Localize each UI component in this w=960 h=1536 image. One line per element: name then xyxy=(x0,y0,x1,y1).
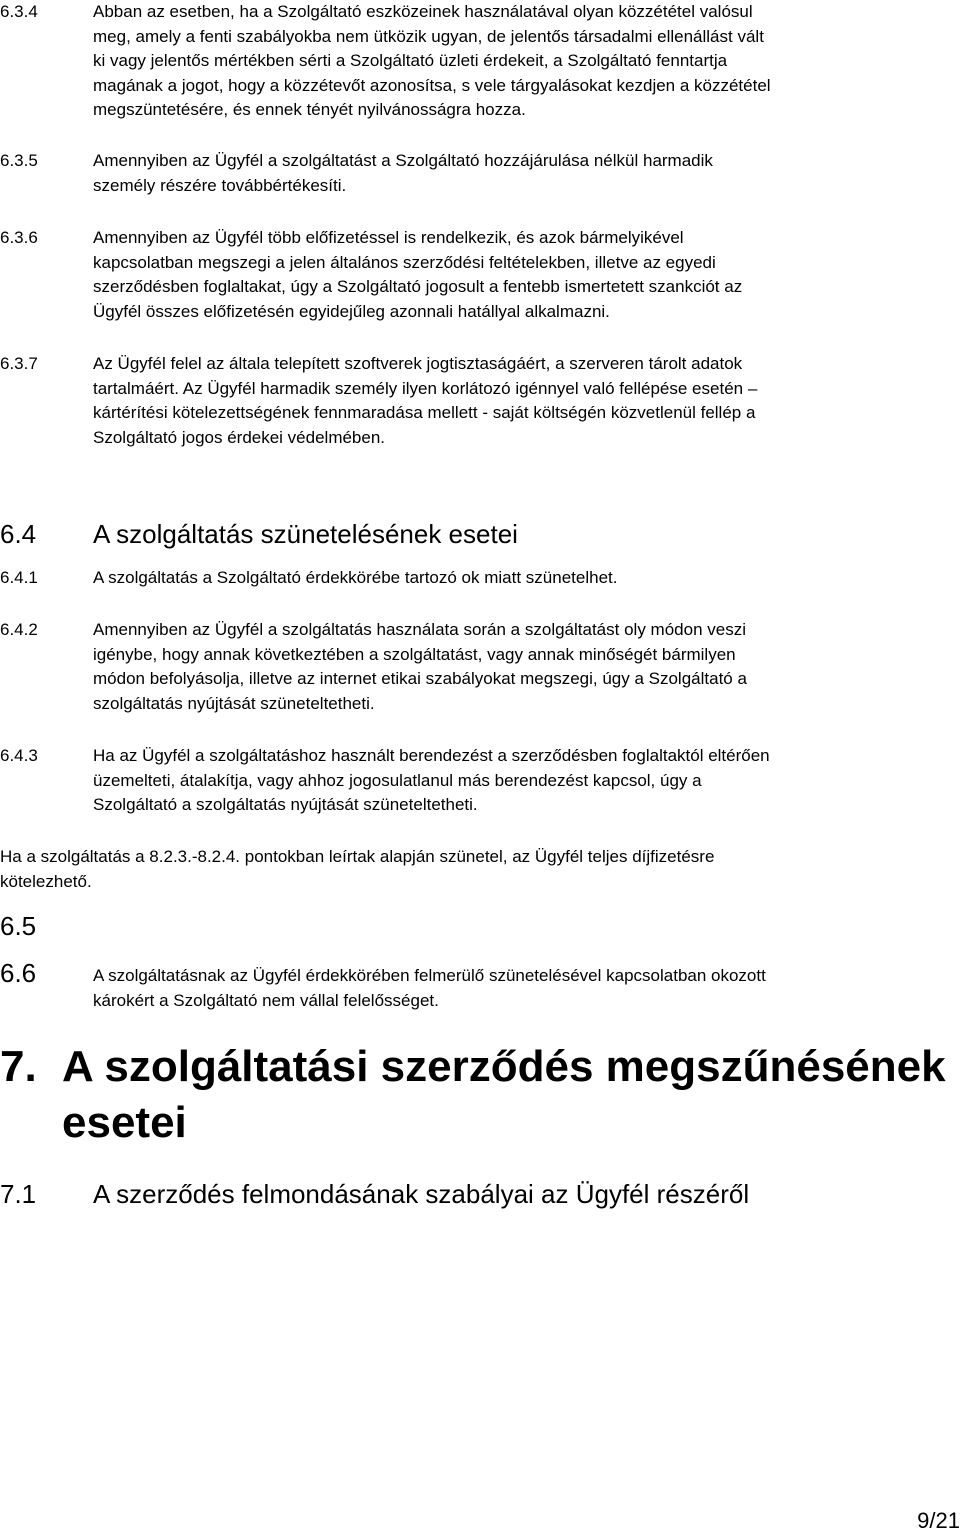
heading-title: A szerződés felmondásának szabályai az Ügyfél részéről xyxy=(93,1179,750,1209)
heading-number: 6.5 xyxy=(0,911,37,941)
heading-title: A szolgáltatás szünetelésének esetei xyxy=(93,519,518,549)
section-text: Abban az esetben, ha a Szolgáltató eszközeinek használatával olyan közzététel valósul meg, amely a fenti szabályokba nem ütközik ugyan, de jelentős társadalmi ellenállást vált ki vagy jelentős mértékben sérti a Szolgáltató üzleti érdekeit, a Szolgáltató fenntartja magának a jogot, hogy a közzétevőt azonosítsa, s vele tárgyalásokat kezdjen a közzététel megszüntetésére, és ennek tényét nyilvánosságra hozza. xyxy=(93,2,771,119)
section-number: 6.3.5 xyxy=(0,151,38,170)
section-text: Az Ügyfél felel az általa telepített szoftverek jogtisztaságáért, a szerveren tárolt adatok tartalmáért. Az Ügyfél harmadik személy ilyen korlátozó igénnyel való fellépése esetén – kártérítési kötelezettségének fennmaradása mellett - saját költségén közvetlenül fellép a Szolgáltató jogos érdekei védelmében. xyxy=(93,354,758,447)
chapter-title: A szolgáltatási szerződés megszűnésének esetei xyxy=(62,1042,946,1147)
section-number: 6.3.6 xyxy=(0,228,38,247)
chapter-number: 7. xyxy=(0,1042,37,1091)
heading-number: 6.4 xyxy=(0,519,37,549)
section-number: 6.4.2 xyxy=(0,620,38,639)
fee-paragraph: Ha a szolgáltatás a 8.2.3.-8.2.4. pontokban leírtak alapján szünetel, az Ügyfél teljes díjfizetésre kötelezhető. xyxy=(0,847,715,891)
section-text: A szolgáltatás a Szolgáltató érdekkörébe tartozó ok miatt szünetelhet. xyxy=(93,568,618,587)
section-text: Amennyiben az Ügyfél a szolgáltatás használata során a szolgáltatást oly módon veszi igénybe, hogy annak következtében a szolgáltatást, vagy annak minőségét bármilyen módon befolyásolja, illetve az internet etikai szabályokat megszegi, úgy a Szolgáltató a szolgáltatás nyújtását szüneteltetheti. xyxy=(93,620,747,713)
heading-number: 7.1 xyxy=(0,1179,37,1209)
page-number: 9/21 xyxy=(917,1508,960,1533)
heading-number: 6.6 xyxy=(0,958,37,988)
section-text: Amennyiben az Ügyfél több előfizetéssel is rendelkezik, és azok bármelyikével kapcsolatban megszegi a jelen általános szerződési feltételekben, illetve az egyedi szerződésben foglaltakat, úgy a Szolgáltató jogosult a fentebb ismertetett szankciót az Ügyfél összes előfizetésén egyidejűleg azonnali hatállyal alkalmazni. xyxy=(93,228,743,321)
section-text: A szolgáltatásnak az Ügyfél érdekkörében felmerülő szünetelésével kapcsolatban okozott károkért a Szolgáltató nem vállal felelősséget. xyxy=(93,966,766,1010)
section-number: 6.3.7 xyxy=(0,354,38,373)
section-text: Amennyiben az Ügyfél a szolgáltatást a Szolgáltató hozzájárulása nélkül harmadik személy részére továbbértékesíti. xyxy=(93,151,713,195)
section-number: 6.4.3 xyxy=(0,746,38,765)
section-number: 6.4.1 xyxy=(0,568,38,587)
section-number: 6.3.4 xyxy=(0,2,38,21)
section-text: Ha az Ügyfél a szolgáltatáshoz használt berendezést a szerződésben foglaltaktól eltérően üzemelteti, átalakítja, vagy ahhoz jogosulatlanul más berendezést kapcsol, úgy a Szolgáltató a szolgáltatás nyújtását szüneteltetheti. xyxy=(93,746,770,814)
